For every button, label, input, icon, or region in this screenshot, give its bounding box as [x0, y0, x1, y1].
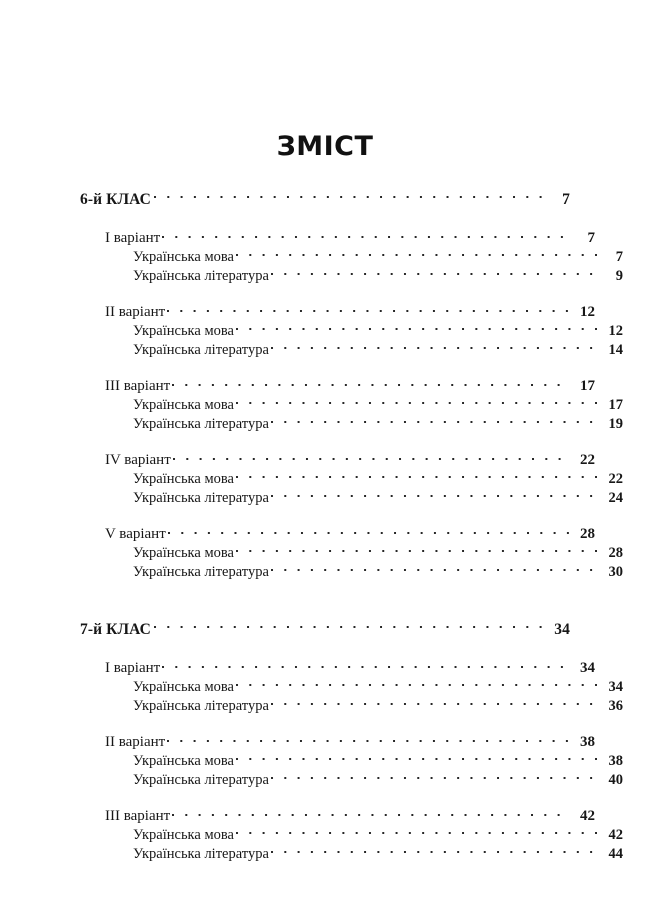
toc-entry-class[interactable]: [80, 188, 570, 208]
toc-entry-variant[interactable]: [105, 731, 595, 750]
toc-entry-class-label: 6-й КЛАС: [80, 190, 151, 208]
toc-entry-subject-label: Українська мова: [133, 826, 234, 843]
dot-leader: [154, 188, 546, 204]
toc-entry-subject[interactable]: [133, 339, 623, 358]
toc-entry-subject-page-number: 19: [608, 415, 623, 432]
page-title: ЗМІСТ: [276, 131, 374, 162]
toc-entry-variant-page-number: 34: [580, 660, 595, 676]
class-heading-spacer: [80, 638, 570, 657]
toc-entry-class[interactable]: [80, 618, 570, 638]
toc-entry-subject-label: Українська література: [133, 771, 269, 788]
dot-leader: [167, 731, 569, 746]
toc-entry-variant-page-number: 12: [580, 304, 595, 320]
toc-entry-class-page-number: 34: [554, 620, 570, 638]
variant-spacer: [80, 714, 570, 731]
toc-entry-variant-page-number: 22: [580, 452, 595, 468]
toc-entry-subject-label: Українська література: [133, 415, 269, 432]
variant-spacer: [80, 788, 570, 805]
toc-entry-variant-page-number: 38: [580, 734, 595, 750]
dot-leader: [172, 375, 569, 390]
toc-entry-subject-label: Українська мова: [133, 248, 234, 265]
toc-variant-group: [80, 657, 623, 714]
dot-leader: [162, 657, 569, 672]
toc-entry-variant-label: II варіант: [105, 304, 166, 320]
toc-entry-subject-page-number: 36: [608, 697, 623, 714]
dot-leader: [167, 301, 569, 316]
toc-entry-subject[interactable]: [133, 394, 623, 413]
toc-entry-variant[interactable]: [105, 523, 595, 542]
toc-entry-variant-label: II варіант: [105, 734, 166, 750]
class-heading-spacer: [80, 208, 570, 227]
toc-entry-variant-page-number: 17: [580, 378, 595, 394]
toc-entry-subject[interactable]: [133, 246, 623, 265]
toc-entry-variant-page-number: 28: [580, 526, 595, 542]
toc-variant-group: [80, 449, 623, 506]
toc-entry-subject-label: Українська література: [133, 697, 269, 714]
toc-entry-subject-page-number: 24: [608, 489, 623, 506]
toc-entry-subject-page-number: 42: [608, 826, 623, 843]
toc-entry-subject-label: Українська література: [133, 267, 269, 284]
dot-leader: [236, 468, 597, 483]
dot-leader: [236, 246, 597, 261]
toc-entry-variant-page-number: 42: [580, 808, 595, 824]
toc-entry-subject-page-number: 12: [608, 322, 623, 339]
dot-leader: [236, 542, 597, 557]
toc-entry-subject[interactable]: [133, 695, 623, 714]
dot-leader: [162, 227, 569, 242]
toc-entry-subject-page-number: 40: [608, 771, 623, 788]
toc-entry-variant-label: IV варіант: [105, 452, 171, 468]
toc-variant-group: [80, 375, 623, 432]
dot-leader: [236, 824, 597, 839]
variant-spacer: [80, 432, 570, 449]
dot-leader: [168, 523, 569, 538]
toc-entry-subject[interactable]: [133, 676, 623, 695]
toc-entry-variant-page-number: 7: [587, 230, 595, 246]
toc-entry-subject-page-number: 30: [608, 563, 623, 580]
toc-entry-subject[interactable]: [133, 561, 623, 580]
toc-entry-subject-label: Українська література: [133, 845, 269, 862]
dot-leader: [271, 413, 597, 428]
variant-spacer: [80, 506, 570, 523]
toc-entry-variant[interactable]: [105, 449, 595, 468]
toc-entry-subject-label: Українська література: [133, 341, 269, 358]
variant-spacer: [80, 284, 570, 301]
toc-entry-subject-label: Українська мова: [133, 470, 234, 487]
toc-entry-subject[interactable]: [133, 468, 623, 487]
dot-leader: [271, 561, 597, 576]
toc-variant-group: [80, 227, 623, 284]
dot-leader: [236, 320, 597, 335]
toc-section-class-6: [80, 188, 623, 580]
dot-leader: [271, 339, 597, 354]
toc-entry-subject-page-number: 44: [608, 845, 623, 862]
toc-entry-variant-label: III варіант: [105, 378, 171, 394]
toc-entry-variant[interactable]: [105, 805, 595, 824]
toc-entry-subject-page-number: 17: [608, 396, 623, 413]
toc-entry-subject-page-number: 22: [608, 470, 623, 487]
toc-entry-subject[interactable]: [133, 265, 623, 284]
toc-variant-group: [80, 523, 623, 580]
toc-entry-subject-label: Українська мова: [133, 752, 234, 769]
toc-entry-subject-page-number: 38: [608, 752, 623, 769]
toc-entry-variant[interactable]: [105, 375, 595, 394]
toc-entry-subject-label: Українська література: [133, 563, 269, 580]
toc-entry-subject[interactable]: [133, 487, 623, 506]
toc-entry-class-page-number: 7: [562, 190, 570, 208]
dot-leader: [271, 695, 597, 710]
toc-entry-variant[interactable]: [105, 657, 595, 676]
toc-entry-subject-page-number: 28: [608, 544, 623, 561]
dot-leader: [271, 769, 597, 784]
dot-leader: [236, 394, 597, 409]
toc-entry-subject-label: Українська мова: [133, 678, 234, 695]
dot-leader: [271, 265, 597, 280]
toc-entry-variant-label: V варіант: [105, 526, 166, 542]
toc-entry-subject[interactable]: [133, 320, 623, 339]
toc-entry-subject[interactable]: [133, 824, 623, 843]
toc-entry-subject[interactable]: [133, 843, 623, 862]
toc-entry-subject-page-number: 9: [615, 267, 623, 284]
dot-leader: [236, 676, 597, 691]
toc-entry-variant-label: I варіант: [105, 230, 161, 246]
toc-entry-subject-page-number: 34: [608, 678, 623, 695]
toc-entry-subject[interactable]: [133, 542, 623, 561]
toc-entry-subject[interactable]: [133, 413, 623, 432]
dot-leader: [172, 805, 569, 820]
dot-leader: [271, 843, 597, 858]
section-spacer: [80, 580, 570, 618]
toc-entry-variant-label: I варіант: [105, 660, 161, 676]
toc-variant-group: [80, 731, 623, 788]
toc-entry-variant-label: III варіант: [105, 808, 171, 824]
table-of-contents: [80, 188, 623, 862]
toc-variant-group: [80, 805, 623, 862]
variant-spacer: [80, 358, 570, 375]
dot-leader: [271, 487, 597, 502]
toc-variant-group: [80, 301, 623, 358]
toc-entry-subject[interactable]: [133, 769, 623, 788]
toc-entry-subject-label: Українська мова: [133, 322, 234, 339]
toc-entry-subject-page-number: 7: [615, 248, 623, 265]
toc-entry-variant[interactable]: [105, 227, 595, 246]
dot-leader: [236, 750, 597, 765]
toc-entry-class-label: 7-й КЛАС: [80, 620, 151, 638]
dot-leader: [154, 618, 546, 634]
toc-entry-subject[interactable]: [133, 750, 623, 769]
toc-section-class-7: [80, 618, 623, 862]
toc-entry-variant[interactable]: [105, 301, 595, 320]
dot-leader: [173, 449, 569, 464]
toc-entry-subject-page-number: 14: [608, 341, 623, 358]
toc-entry-subject-label: Українська література: [133, 489, 269, 506]
toc-entry-subject-label: Українська мова: [133, 544, 234, 561]
toc-entry-subject-label: Українська мова: [133, 396, 234, 413]
